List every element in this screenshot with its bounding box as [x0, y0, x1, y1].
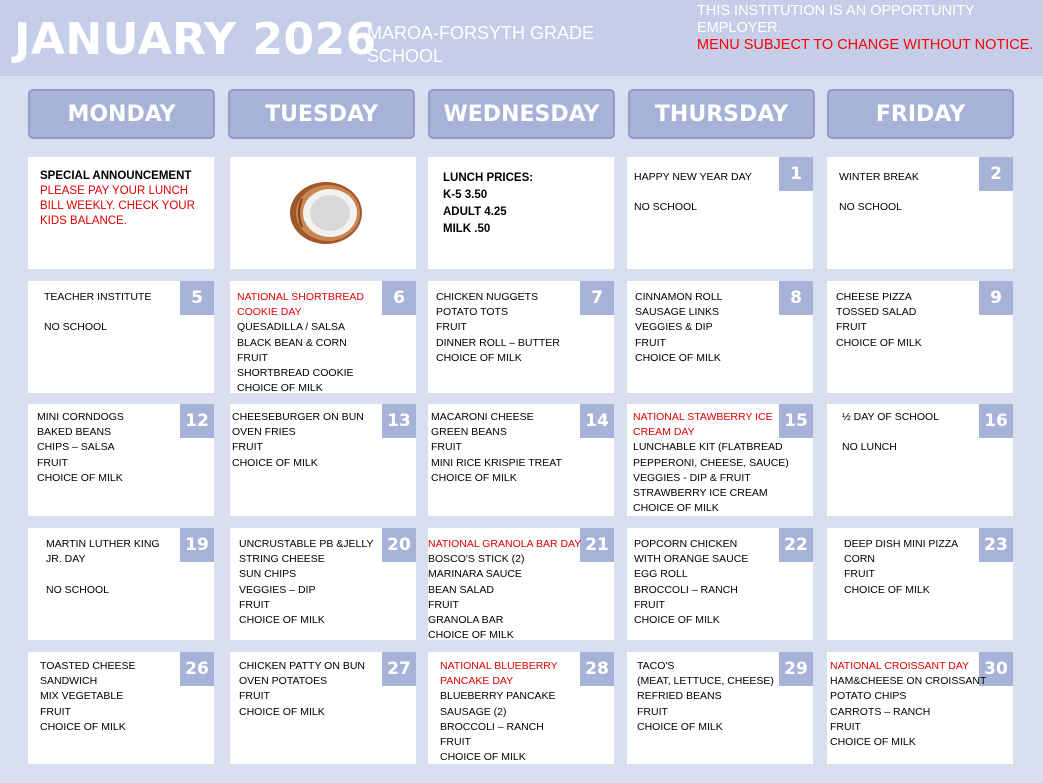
menu-item: CHOICE OF MILK — [239, 705, 325, 718]
menu-item: CHOICE OF MILK — [440, 751, 526, 764]
prices-title: LUNCH PRICES: — [443, 172, 534, 184]
day-cell — [28, 652, 214, 764]
date-badge: 13 — [382, 404, 416, 438]
day-cell — [28, 404, 214, 516]
menu-item: CHOICE OF MILK — [37, 471, 123, 484]
menu-item: FRUIT — [844, 568, 875, 581]
menu-item: EGG ROLL — [634, 568, 688, 581]
menu-item: FRUIT — [637, 705, 668, 718]
day-cell — [230, 281, 416, 393]
menu-item: CHOICE OF MILK — [836, 336, 922, 349]
price-milk: MILK .50 — [443, 223, 491, 235]
day-cell — [827, 528, 1013, 640]
menu-item: NO SCHOOL — [634, 201, 698, 214]
menu-item: JR. DAY — [46, 553, 86, 566]
menu-item: ½ DAY OF SCHOOL — [842, 411, 940, 423]
menu-item: FRUIT — [436, 321, 467, 334]
menu-item: TOASTED CHEESE — [40, 660, 136, 672]
date-badge: 7 — [580, 281, 614, 315]
menu-item: FRUIT — [428, 598, 459, 611]
date-badge: 6 — [382, 281, 416, 315]
notice-block — [697, 3, 1037, 54]
menu-item: BLACK BEAN & CORN — [237, 336, 347, 349]
menu-item: CHEESE PIZZA — [836, 291, 912, 303]
day-cell — [428, 281, 614, 393]
menu-item — [842, 425, 1009, 440]
menu-item: FRUIT — [40, 705, 71, 718]
tuesday-image-cell — [230, 157, 416, 269]
menu-change-notice: MENU SUBJECT TO CHANGE WITHOUT NOTICE. — [697, 37, 1034, 53]
menu-item: CHOICE OF MILK — [634, 614, 720, 627]
menu-item: FRUIT — [239, 598, 270, 611]
menu-item: HAPPY NEW YEAR DAY — [634, 171, 752, 183]
menu-item: DINNER ROLL – BUTTER — [436, 336, 560, 349]
school-name: MAROA-FORSYTH GRADE SCHOOL — [367, 23, 595, 66]
day-header-friday: FRIDAY — [827, 89, 1014, 139]
menu-item: BEAN SALAD — [428, 583, 494, 596]
menu-item — [839, 185, 1009, 200]
menu-item: BROCCOLI – RANCH — [634, 583, 738, 596]
day-header-monday: MONDAY — [28, 89, 215, 139]
day-cell — [827, 404, 1013, 516]
date-badge: 8 — [779, 281, 813, 315]
date-badge: 29 — [779, 652, 813, 686]
menu-item: SAUSAGE (2) — [440, 705, 507, 718]
menu-item: CHOICE OF MILK — [40, 720, 126, 733]
day-header-wednesday: WEDNESDAY — [428, 89, 615, 139]
menu-item — [46, 567, 210, 582]
announcement-body: PLEASE PAY YOUR LUNCH BILL WEEKLY. CHECK YOUR KIDS BALANCE. — [40, 185, 195, 227]
employer-notice: THIS INSTITUTION IS AN OPPORTUNITY EMPLOYER. — [697, 3, 975, 36]
menu-item: MIX VEGETABLE — [40, 690, 124, 703]
price-k5: K-5 3.50 — [443, 189, 488, 201]
menu-item: BROCCOLI – RANCH — [440, 720, 544, 733]
date-badge: 21 — [580, 528, 614, 562]
date-badge: 28 — [580, 652, 614, 686]
menu-item: STRING CHEESE — [239, 553, 325, 566]
menu-item: (MEAT, LETTUCE, CHEESE) — [637, 675, 774, 688]
menu-item: SAUSAGE LINKS — [635, 306, 720, 319]
menu-item: CHOICE OF MILK — [830, 736, 916, 749]
menu-item: CHOICE OF MILK — [635, 351, 721, 364]
menu-item: BOSCO'S STICK (2) — [428, 553, 525, 566]
menu-item: LUNCHABLE KIT (FLATBREAD — [633, 441, 783, 454]
menu-item: NO SCHOOL — [46, 583, 110, 596]
day-cell — [28, 528, 214, 640]
menu-item: TACO'S — [637, 660, 675, 672]
menu-item: CHOICE OF MILK — [428, 629, 514, 640]
menu-item: FRUIT — [237, 351, 268, 364]
menu-item: VEGGIES - DIP & FRUIT — [633, 471, 751, 484]
menu-item: CHOICE OF MILK — [232, 456, 318, 469]
menu-item: MINI CORNDOGS — [37, 411, 124, 423]
lunch-prices-cell — [428, 157, 614, 269]
menu-item: CHEESEBURGER ON BUN — [232, 411, 364, 423]
menu-item: POTATO TOTS — [436, 306, 508, 319]
date-badge: 23 — [979, 528, 1013, 562]
day-cell — [230, 404, 416, 516]
menu-item: CHIPS – SALSA — [37, 441, 115, 454]
day-cell — [428, 528, 614, 640]
day-cell — [827, 157, 1013, 269]
menu-item: CHICKEN PATTY ON BUN — [239, 660, 366, 672]
national-day-label: NATIONAL STAWBERRY ICE CREAM DAY — [633, 411, 773, 439]
coconut-icon — [288, 177, 368, 247]
menu-item: POTATO CHIPS — [830, 690, 907, 703]
menu-item: NO LUNCH — [842, 441, 897, 454]
menu-item: CHICKEN NUGGETS — [436, 291, 539, 303]
day-cell — [428, 652, 614, 764]
day-cell — [28, 281, 214, 393]
menu-item: BLUEBERRY PANCAKE — [440, 690, 556, 703]
day-header-thursday: THURSDAY — [628, 89, 815, 139]
date-badge: 20 — [382, 528, 416, 562]
menu-item: CHOICE OF MILK — [436, 351, 522, 364]
menu-item: REFRIED BEANS — [637, 690, 722, 703]
menu-item: CINNAMON ROLL — [635, 291, 723, 303]
date-badge: 2 — [979, 157, 1013, 191]
menu-item: GREEN BEANS — [431, 426, 507, 439]
menu-item: FRUIT — [440, 736, 471, 749]
day-cell — [827, 281, 1013, 393]
national-day-label: NATIONAL BLUEBERRY PANCAKE DAY — [440, 660, 558, 688]
menu-item: FRUIT — [37, 456, 68, 469]
date-badge: 15 — [779, 404, 813, 438]
menu-item: PEPPERONI, CHEESE, SAUCE) — [633, 456, 789, 469]
menu-item: MARTIN LUTHER KING — [46, 538, 160, 550]
menu-item: CORN — [844, 553, 875, 566]
menu-item: WITH ORANGE SAUCE — [634, 553, 749, 566]
menu-item: DEEP DISH MINI PIZZA — [844, 538, 959, 550]
menu-item: MACARONI CHEESE — [431, 411, 534, 423]
day-cell — [627, 281, 813, 393]
menu-item: POPCORN CHICKEN — [634, 538, 738, 550]
menu-item: HAM&CHEESE ON CROISSANT — [830, 675, 987, 688]
national-day-label: NATIONAL CROISSANT DAY — [830, 660, 970, 672]
menu-item: WINTER BREAK — [839, 171, 919, 183]
menu-item: STRAWBERRY ICE CREAM — [633, 487, 768, 500]
date-badge: 14 — [580, 404, 614, 438]
menu-item: SUN CHIPS — [239, 568, 297, 581]
menu-item: FRUIT — [232, 441, 263, 454]
menu-item: FRUIT — [635, 336, 666, 349]
day-cell — [627, 404, 813, 516]
day-cell — [627, 528, 813, 640]
menu-item: GRANOLA BAR — [428, 614, 504, 627]
special-announcement-cell — [28, 157, 214, 269]
menu-item: CHOICE OF MILK — [844, 583, 930, 596]
menu-item — [44, 305, 210, 320]
menu-item: TOSSED SALAD — [836, 306, 917, 319]
date-badge: 9 — [979, 281, 1013, 315]
day-cell — [230, 652, 416, 764]
day-header-tuesday: TUESDAY — [228, 89, 415, 139]
menu-item: CHOICE OF MILK — [637, 720, 723, 733]
menu-item: CHOICE OF MILK — [431, 471, 517, 484]
menu-item: OVEN POTATOES — [239, 675, 328, 688]
date-badge: 22 — [779, 528, 813, 562]
date-badge: 27 — [382, 652, 416, 686]
date-badge: 12 — [180, 404, 214, 438]
menu-item: CHOICE OF MILK — [239, 614, 325, 627]
menu-item: CHOICE OF MILK — [633, 502, 719, 515]
menu-item: NO SCHOOL — [44, 321, 108, 334]
day-cell — [230, 528, 416, 640]
menu-item: UNCRUSTABLE PB &JELLY — [239, 538, 374, 550]
day-cell — [827, 652, 1013, 764]
menu-item: OVEN FRIES — [232, 426, 296, 439]
menu-item: BAKED BEANS — [37, 426, 112, 439]
date-badge: 5 — [180, 281, 214, 315]
header-band — [0, 0, 1043, 76]
date-badge: 16 — [979, 404, 1013, 438]
page-title: JANUARY 2026 — [14, 14, 377, 65]
menu-item: FRUIT — [431, 441, 462, 454]
day-cell — [428, 404, 614, 516]
date-badge: 26 — [180, 652, 214, 686]
day-cell — [627, 157, 813, 269]
date-badge: 30 — [979, 652, 1013, 686]
national-day-label: NATIONAL SHORTBREAD COOKIE DAY — [237, 291, 364, 319]
menu-item: CHOICE OF MILK — [237, 382, 323, 393]
national-day-label: NATIONAL GRANOLA BAR DAY — [428, 538, 582, 550]
menu-item: MINI RICE KRISPIE TREAT — [431, 456, 562, 469]
menu-item: TEACHER INSTITUTE — [44, 291, 152, 303]
menu-item: SANDWICH — [40, 675, 98, 688]
menu-item: FRUIT — [634, 598, 665, 611]
menu-item: MARINARA SAUCE — [428, 568, 522, 581]
date-badge: 19 — [180, 528, 214, 562]
menu-item: FRUIT — [836, 321, 867, 334]
announcement-title: SPECIAL ANNOUNCEMENT — [40, 170, 192, 182]
menu-item: VEGGIES – DIP — [239, 583, 316, 596]
price-adult: ADULT 4.25 — [443, 206, 507, 218]
date-badge: 1 — [779, 157, 813, 191]
menu-item: FRUIT — [830, 720, 861, 733]
menu-item: SHORTBREAD COOKIE — [237, 367, 354, 380]
menu-item: FRUIT — [239, 690, 270, 703]
menu-item: NO SCHOOL — [839, 201, 903, 214]
menu-item: VEGGIES & DIP — [635, 321, 713, 334]
menu-item: CARROTS – RANCH — [830, 705, 931, 718]
day-cell — [627, 652, 813, 764]
menu-item — [634, 185, 809, 200]
menu-item: QUESADILLA / SALSA — [237, 321, 345, 334]
